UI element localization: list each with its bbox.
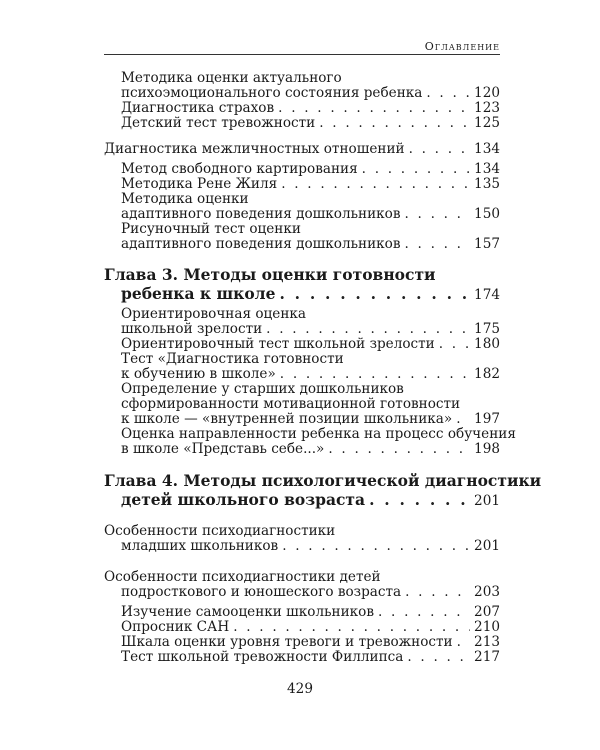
toc-entry [121,396,460,412]
chapter-heading [121,491,500,510]
entry-page-number: 135 [474,176,500,192]
entry-title: подросткового и юношеского возраста [121,584,402,600]
toc-entry [121,634,500,650]
dot-leader [328,441,470,457]
entry-title: Тест школьной тревожности Филлипса [121,649,404,665]
entry-title: Методика оценки [121,191,249,207]
toc-section [104,523,335,539]
entry-page-number: 217 [474,649,500,665]
entry-title: Диагностика межличностных отношений [104,141,405,157]
toc-entry [121,85,500,101]
toc-section [104,141,500,157]
entry-page-number: 197 [474,411,500,427]
entry-title: ребенка к школе [121,284,276,303]
toc-entry [121,191,249,207]
toc-entry [121,206,500,222]
entry-title: Оценка направленности ребенка на процесс обучения [121,426,516,442]
entry-page-number: 175 [474,321,500,337]
entry-title: школьной зрелости [121,321,263,337]
dot-leader [378,604,470,620]
entry-title: Методика Рене Жиля [121,176,278,192]
toc-entry [121,381,404,397]
dot-leader [439,336,470,352]
dot-leader [456,411,470,427]
toc-entry [121,351,344,367]
entry-title: Тест «Диагностика готовности [121,351,344,367]
entry-title: Глава 3. Методы оценки готовности [104,265,436,284]
page-number: 429 [287,681,313,697]
entry-page-number: 198 [474,441,500,457]
running-header-title: Оглавление [424,40,500,53]
entry-title: Детский тест тревожности [121,115,316,131]
entry-title: сформированности мотивационной готовности [121,396,461,412]
entry-page-number: 201 [474,493,500,509]
entry-page-number: 125 [474,115,500,131]
toc-section [121,538,500,554]
entry-title: детей школьного возраста [121,490,366,509]
entry-page-number: 134 [474,161,500,177]
toc-entry [121,366,500,382]
dot-leader [405,584,470,600]
toc-entry [121,426,516,442]
toc-entry [121,619,500,635]
entry-page-number: 174 [474,287,500,303]
entry-title: Глава 4. Методы психологической диагностики [104,471,542,490]
dot-leader [281,176,470,192]
dot-leader [457,634,470,650]
entry-title: Особенности психодиагностики [104,523,336,539]
toc-entry [121,649,500,665]
entry-page-number: 210 [474,619,500,635]
entry-title: Диагностика страхов [121,100,275,116]
toc-section [104,569,381,585]
toc-section [121,584,500,600]
entry-title: младших школьников [121,538,279,554]
entry-title: Определение у старших дошкольников [121,381,404,397]
entry-title: адаптивного поведения дошкольников [121,236,401,252]
entry-title: Опросник САН [121,619,230,635]
toc-entry [121,70,342,86]
toc-entry [121,441,500,457]
dot-leader [369,491,470,509]
toc-entry [121,604,500,620]
dot-leader [319,115,470,131]
toc-entry [121,236,500,252]
dot-leader [404,236,470,252]
toc-entry [121,411,500,427]
entry-title: к обучению в школе» [121,366,276,382]
entry-page-number: 213 [474,634,500,650]
entry-page-number: 180 [474,336,500,352]
dot-leader [404,206,470,222]
entry-title: Рисуночный тест оценки [121,221,301,237]
toc-entry [121,221,301,237]
toc-entry [121,100,500,116]
entry-page-number: 150 [474,206,500,222]
entry-title: Изучение самооценки школьников [121,604,374,620]
entry-title: Ориентировочная оценка [121,306,306,322]
chapter-heading [104,266,436,284]
entry-page-number: 203 [474,584,500,600]
toc-entry [121,115,500,131]
entry-page-number: 157 [474,236,500,252]
entry-page-number: 201 [474,538,500,554]
entry-title: психоэмоционального состояния ребенка [121,85,423,101]
entry-page-number: 120 [474,85,500,101]
entry-title: к школе — «внутренней позиции школьника» [121,411,453,427]
dot-leader [282,538,470,554]
toc-entry [121,336,500,352]
toc-entry [121,321,500,337]
toc-entry [121,306,306,322]
entry-title: Шкала оценки уровня тревоги и тревожности [121,634,453,650]
entry-title: Методика оценки актуального [121,70,342,86]
dot-leader [266,321,470,337]
dot-leader [233,619,470,635]
entry-page-number: 123 [474,100,500,116]
entry-title: Особенности психодиагностики детей [104,569,381,585]
entry-page-number: 134 [474,141,500,157]
chapter-heading [104,472,541,490]
entry-title: Ориентировочный тест школьной зрелости [121,336,435,352]
dot-leader [407,649,470,665]
toc-entry [121,176,500,192]
toc-entry [121,161,500,177]
entry-title: Метод свободного картирования [121,161,358,177]
chapter-heading [121,285,500,304]
entry-page-number: 182 [474,366,500,382]
dot-leader [278,100,470,116]
dot-leader [362,161,470,177]
dot-leader [409,141,470,157]
entry-title: в школе «Представь себе...» [121,441,325,457]
dot-leader [279,285,470,303]
entry-title: адаптивного поведения дошкольников [121,206,401,222]
entry-page-number: 207 [474,604,500,620]
dot-leader [426,85,470,101]
dot-leader [280,366,470,382]
